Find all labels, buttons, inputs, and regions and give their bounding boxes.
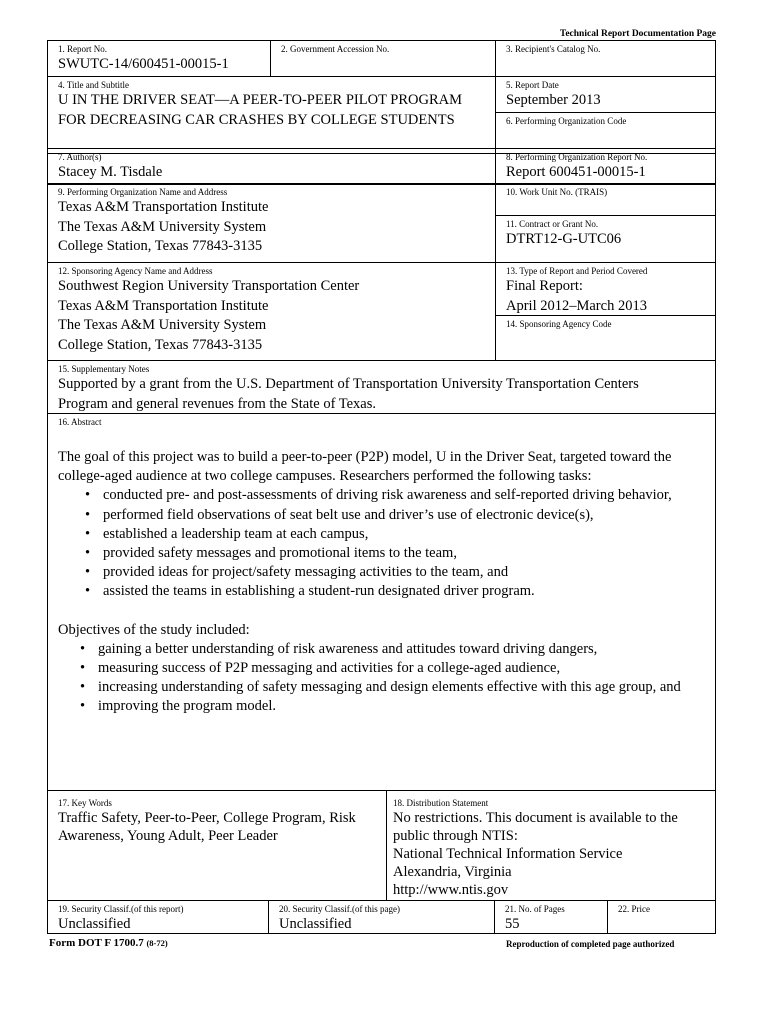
key-words-line: Traffic Safety, Peer-to-Peer, College Program, Risk xyxy=(58,810,356,826)
report-date-value: September 2013 xyxy=(506,92,601,108)
distribution-line: National Technical Information Service xyxy=(393,846,623,862)
perf-org-name-line: The Texas A&M University System xyxy=(58,218,267,235)
distribution-cell xyxy=(386,790,716,901)
key-words-cell xyxy=(47,790,387,901)
perf-org-report-no-label: 8. Performing Organization Report No. xyxy=(506,152,648,162)
abstract-objectives-list xyxy=(58,640,707,717)
contract-cell xyxy=(495,215,716,263)
authors-label: 7. Author(s) xyxy=(58,152,102,162)
gov-accession-label: 2. Government Accession No. xyxy=(281,44,390,54)
report-type-cell xyxy=(495,262,716,316)
work-unit-cell xyxy=(495,183,716,216)
sponsor-line: Texas A&M Transportation Institute xyxy=(58,297,269,314)
perf-org-name-line: College Station, Texas 77843-3135 xyxy=(58,238,263,254)
security-report-cell xyxy=(47,900,269,934)
report-date-label: 5. Report Date xyxy=(506,80,559,90)
contract-value: DTRT12-G-UTC06 xyxy=(506,231,622,247)
page-header-title: Technical Report Documentation Page xyxy=(559,29,716,39)
distribution-line: Alexandria, Virginia xyxy=(393,864,512,880)
sponsor-label: 12. Sponsoring Agency Name and Address xyxy=(58,266,213,276)
abstract-objective-item: • improving the program model. xyxy=(98,697,707,716)
sponsor-line: Southwest Region University Transportation Center xyxy=(58,278,360,294)
authors-cell xyxy=(47,148,496,185)
supplementary-line: Supported by a grant from the U.S. Department of Transportation University Transportation Centers xyxy=(58,376,639,392)
distribution-line: No restrictions. This document is available to the xyxy=(393,810,678,826)
gov-accession-cell xyxy=(270,40,496,77)
abstract-objective-item: • gaining a better understanding of risk awareness and attitudes toward driving dangers, xyxy=(98,640,707,659)
num-pages-value: 55 xyxy=(505,916,520,932)
abstract-objective-item: • increasing understanding of safety messaging and design elements effective with this age group, and xyxy=(98,678,707,697)
abstract-task-list xyxy=(58,486,707,601)
supplementary-line: Program and general revenues from the State of Texas. xyxy=(58,395,377,412)
report-type-label: 13. Type of Report and Period Covered xyxy=(506,266,648,276)
sponsor-code-label: 14. Sponsoring Agency Code xyxy=(506,319,612,329)
abstract-task-item: • performed field observations of seat belt use and driver’s use of electronic device(s), xyxy=(103,506,707,525)
abstract-task-item: • provided safety messages and promotional items to the team, xyxy=(103,544,707,563)
recipient-catalog-cell xyxy=(495,40,716,77)
form-id xyxy=(49,937,168,949)
reproduction-note: Reproduction of completed page authorized xyxy=(506,939,675,949)
report-type-line: Final Report: xyxy=(506,278,583,294)
price-cell xyxy=(607,900,716,934)
abstract-objectives-intro: Objectives of the study included: xyxy=(58,621,250,638)
key-words-line: Awareness, Young Adult, Peer Leader xyxy=(58,828,278,844)
security-report-value: Unclassified xyxy=(58,916,131,932)
perf-org-name-label: 9. Performing Organization Name and Address xyxy=(58,187,228,197)
abstract-intro: The goal of this project was to build a peer-to-peer (P2P) model, U in the Driver Seat, targeted toward the college-aged audience at two college campuses. Researchers performed the following tasks: xyxy=(58,449,672,485)
work-unit-label: 10. Work Unit No. (TRAIS) xyxy=(506,187,608,197)
supplementary-cell xyxy=(47,360,716,414)
distribution-line: http://www.ntis.gov xyxy=(393,882,509,898)
report-date-cell xyxy=(495,76,716,113)
sponsor-code-cell xyxy=(495,315,716,361)
abstract-task-item: • provided ideas for project/safety messaging activities to the team, and xyxy=(103,563,707,582)
perf-org-name-line: Texas A&M Transportation Institute xyxy=(58,199,269,215)
report-no-cell xyxy=(47,40,271,77)
title-line: U IN THE DRIVER SEAT—A PEER-TO-PEER PILOT PROGRAM xyxy=(58,92,463,108)
sponsor-cell xyxy=(47,262,496,361)
authors-value: Stacey M. Tisdale xyxy=(58,164,163,180)
num-pages-cell xyxy=(494,900,608,934)
security-page-cell xyxy=(268,900,495,934)
abstract-label: 16. Abstract xyxy=(58,417,102,427)
report-no-label: 1. Report No. xyxy=(58,44,107,54)
price-label: 22. Price xyxy=(618,904,650,914)
perf-org-report-no-cell xyxy=(495,148,716,185)
title-line: FOR DECREASING CAR CRASHES BY COLLEGE STUDENTS xyxy=(58,111,455,128)
distribution-line: public through NTIS: xyxy=(393,828,518,844)
abstract-objective-item: • measuring success of P2P messaging and activities for a college-aged audience, xyxy=(98,659,707,678)
sponsor-line: The Texas A&M University System xyxy=(58,317,267,333)
distribution-label: 18. Distribution Statement xyxy=(393,798,489,808)
perf-org-code-label: 6. Performing Organization Code xyxy=(506,116,627,126)
security-page-value: Unclassified xyxy=(279,916,352,932)
contract-label: 11. Contract or Grant No. xyxy=(506,219,599,229)
title-cell xyxy=(47,76,496,154)
security-page-label: 20. Security Classif.(of this page) xyxy=(279,904,400,914)
recipient-catalog-label: 3. Recipient's Catalog No. xyxy=(506,44,601,54)
report-no-value: SWUTC-14/600451-00015-1 xyxy=(58,56,229,72)
abstract-cell xyxy=(47,413,716,791)
title-label: 4. Title and Subtitle xyxy=(58,80,130,90)
num-pages-label: 21. No. of Pages xyxy=(505,904,565,914)
supplementary-label: 15. Supplementary Notes xyxy=(58,364,150,374)
perf-org-name-cell xyxy=(47,183,496,263)
key-words-label: 17. Key Words xyxy=(58,798,112,808)
form-date: (8-72) xyxy=(146,938,168,948)
documentation-form xyxy=(47,40,716,934)
form-id-text: Form DOT F 1700.7 xyxy=(49,937,144,949)
security-report-label: 19. Security Classif.(of this report) xyxy=(58,904,184,914)
abstract-task-item: • conducted pre- and post-assessments of driving risk awareness and self-reported driving behavior, xyxy=(103,486,707,505)
abstract-task-item: • established a leadership team at each campus, xyxy=(103,525,707,544)
perf-org-report-no-value: Report 600451-00015-1 xyxy=(506,164,646,180)
sponsor-line: College Station, Texas 77843-3135 xyxy=(58,336,263,353)
report-type-line: April 2012–March 2013 xyxy=(506,297,647,314)
abstract-task-item: • assisted the teams in establishing a student-run designated driver program. xyxy=(103,582,707,601)
